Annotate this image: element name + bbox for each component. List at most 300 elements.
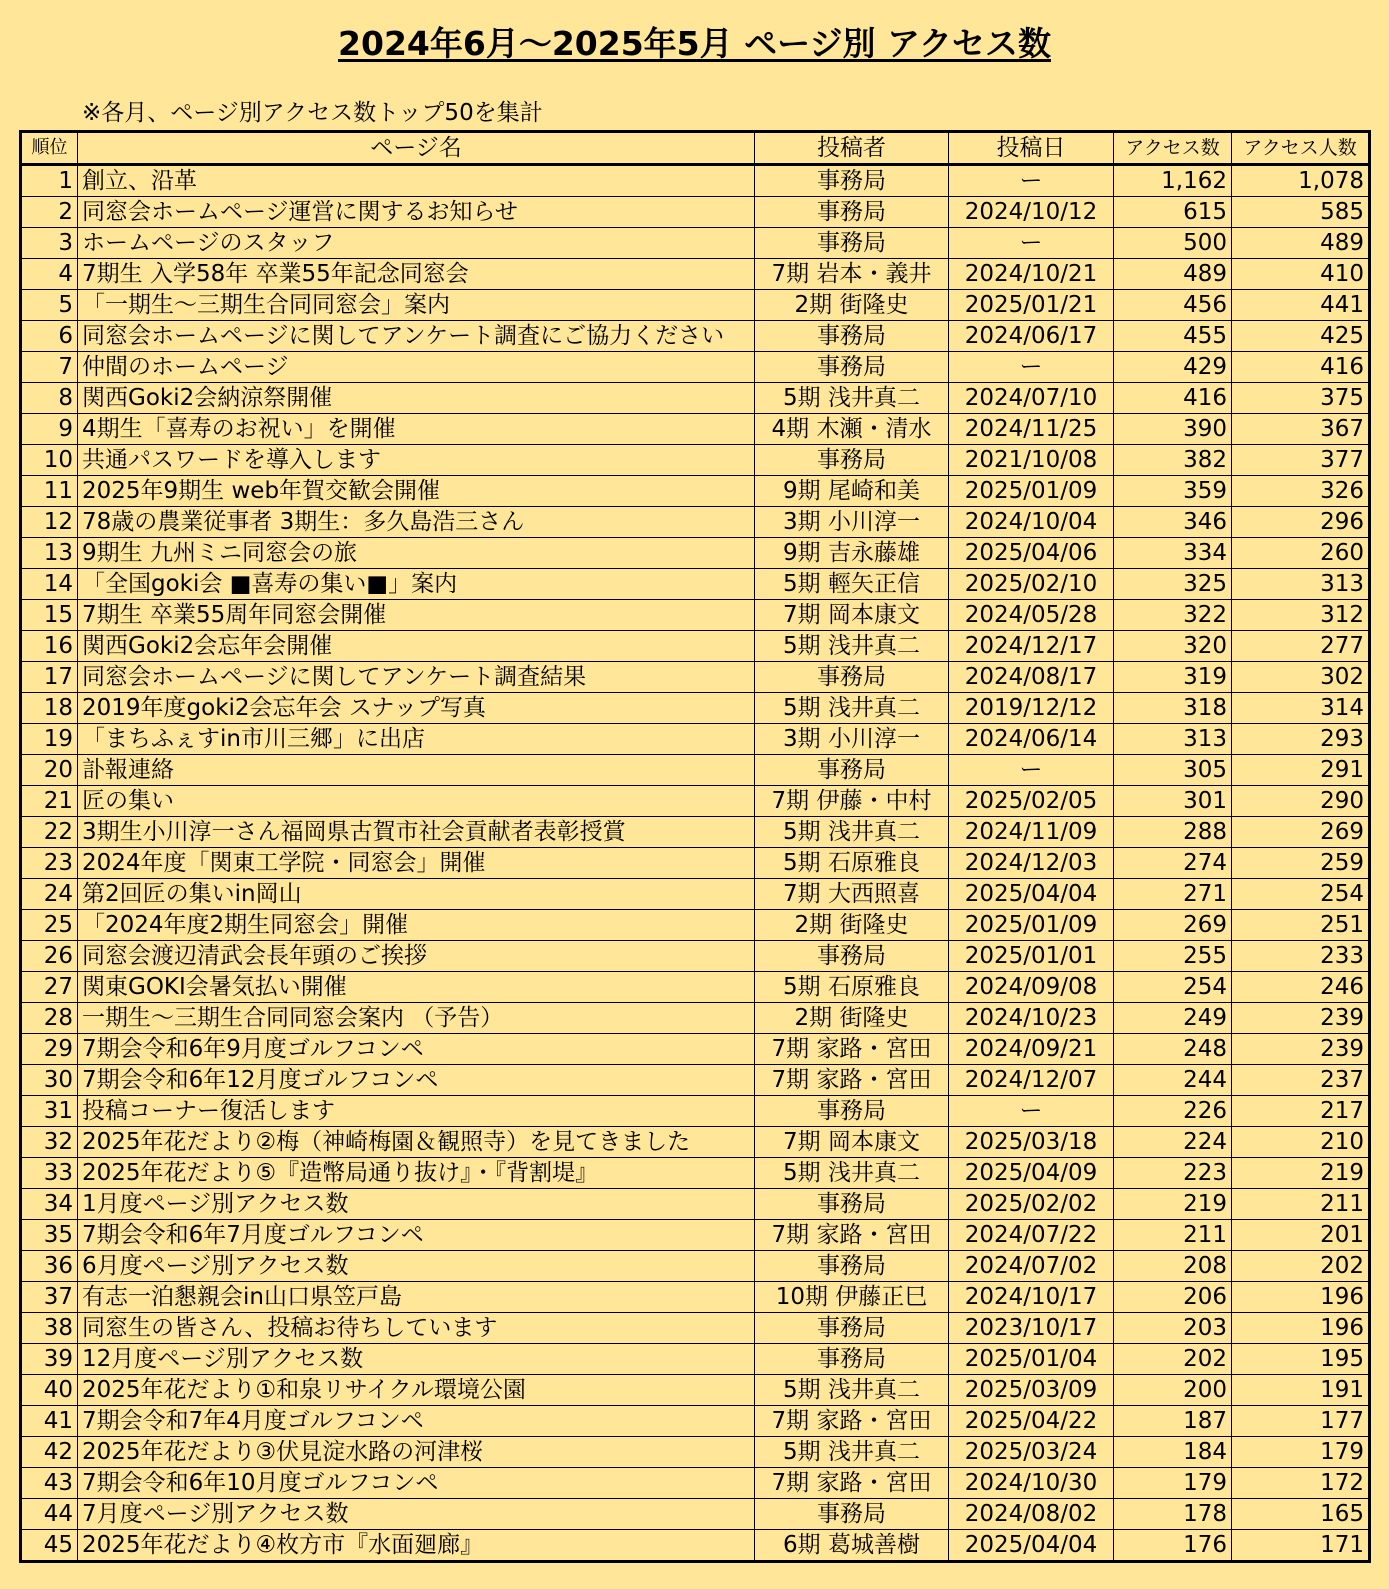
cell-rank: 20 — [21, 755, 78, 786]
header-page-name: ページ名 — [78, 132, 755, 165]
table-row — [21, 1127, 1370, 1158]
cell-visitor-count: 191 — [1232, 1375, 1370, 1406]
document-title-text: 2024年6月～2025年5月 ページ別 アクセス数 — [338, 24, 1051, 63]
cell-visitor-count: 217 — [1232, 1096, 1370, 1127]
table-row — [21, 1220, 1370, 1251]
cell-page-name: 7期会令和6年9月度ゴルフコンペ — [78, 1034, 755, 1065]
cell-access-count: 319 — [1114, 662, 1232, 693]
cell-visitor-count: 367 — [1232, 414, 1370, 445]
table-row — [21, 1096, 1370, 1127]
cell-rank: 14 — [21, 569, 78, 600]
cell-page-name: 第2回匠の集いin岡山 — [78, 879, 755, 910]
cell-author: 7期 大西照喜 — [755, 879, 949, 910]
cell-access-count: 318 — [1114, 693, 1232, 724]
cell-post-date: 2025/03/18 — [949, 1127, 1114, 1158]
cell-post-date: 2025/01/09 — [949, 476, 1114, 507]
table-row — [21, 1313, 1370, 1344]
cell-page-name: 仲間のホームページ — [78, 352, 755, 383]
cell-author: 2期 街隆史 — [755, 910, 949, 941]
cell-rank: 33 — [21, 1158, 78, 1189]
header-access-count: アクセス数 — [1114, 132, 1232, 165]
cell-author: 事務局 — [755, 352, 949, 383]
cell-author: 5期 浅井真二 — [755, 1437, 949, 1468]
cell-access-count: 211 — [1114, 1220, 1232, 1251]
cell-visitor-count: 259 — [1232, 848, 1370, 879]
cell-page-name: 7期会令和7年4月度ゴルフコンペ — [78, 1406, 755, 1437]
cell-visitor-count: 377 — [1232, 445, 1370, 476]
cell-rank: 42 — [21, 1437, 78, 1468]
cell-author: 5期 浅井真二 — [755, 817, 949, 848]
cell-page-name: 2019年度goki2会忘年会 スナップ写真 — [78, 693, 755, 724]
cell-rank: 21 — [21, 786, 78, 817]
cell-visitor-count: 441 — [1232, 290, 1370, 321]
table-row — [21, 1406, 1370, 1437]
cell-rank: 23 — [21, 848, 78, 879]
cell-author: 5期 石原雅良 — [755, 848, 949, 879]
cell-visitor-count: 489 — [1232, 228, 1370, 259]
cell-page-name: 関東GOKI会暑気払い開催 — [78, 972, 755, 1003]
cell-page-name: 創立、沿革 — [78, 165, 755, 197]
cell-page-name: 投稿コーナー復活します — [78, 1096, 755, 1127]
cell-rank: 7 — [21, 352, 78, 383]
cell-page-name: 9期生 九州ミニ同窓会の旅 — [78, 538, 755, 569]
cell-author: 事務局 — [755, 1313, 949, 1344]
cell-visitor-count: 239 — [1232, 1003, 1370, 1034]
cell-rank: 28 — [21, 1003, 78, 1034]
cell-rank: 19 — [21, 724, 78, 755]
cell-author: 事務局 — [755, 321, 949, 352]
cell-page-name: 7期会令和6年10月度ゴルフコンペ — [78, 1468, 755, 1499]
cell-author: 7期 家路・宮田 — [755, 1065, 949, 1096]
table-row — [21, 197, 1370, 228]
cell-post-date: 2024/06/14 — [949, 724, 1114, 755]
cell-visitor-count: 237 — [1232, 1065, 1370, 1096]
table-row — [21, 972, 1370, 1003]
cell-visitor-count: 202 — [1232, 1251, 1370, 1282]
cell-author: 事務局 — [755, 1096, 949, 1127]
cell-author: 事務局 — [755, 228, 949, 259]
cell-post-date: ー — [949, 755, 1114, 786]
cell-post-date: 2023/10/17 — [949, 1313, 1114, 1344]
cell-page-name: 「一期生～三期生合同同窓会」案内 — [78, 290, 755, 321]
cell-author: 5期 浅井真二 — [755, 1375, 949, 1406]
cell-page-name: 2025年9期生 web年賀交歓会開催 — [78, 476, 755, 507]
cell-access-count: 1,162 — [1114, 165, 1232, 197]
cell-visitor-count: 239 — [1232, 1034, 1370, 1065]
table-row — [21, 1251, 1370, 1282]
cell-page-name: 7期生 入学58年 卒業55年記念同窓会 — [78, 259, 755, 290]
cell-post-date: 2024/08/17 — [949, 662, 1114, 693]
cell-page-name: ホームページのスタッフ — [78, 228, 755, 259]
cell-access-count: 223 — [1114, 1158, 1232, 1189]
cell-visitor-count: 1,078 — [1232, 165, 1370, 197]
cell-page-name: 7期会令和6年12月度ゴルフコンペ — [78, 1065, 755, 1096]
cell-access-count: 224 — [1114, 1127, 1232, 1158]
cell-post-date: 2024/07/22 — [949, 1220, 1114, 1251]
cell-access-count: 320 — [1114, 631, 1232, 662]
cell-rank: 17 — [21, 662, 78, 693]
cell-author: 5期 浅井真二 — [755, 693, 949, 724]
cell-author: 7期 岩本・義井 — [755, 259, 949, 290]
cell-rank: 9 — [21, 414, 78, 445]
cell-post-date: 2024/10/17 — [949, 1282, 1114, 1313]
cell-rank: 8 — [21, 383, 78, 414]
cell-author: 7期 岡本康文 — [755, 600, 949, 631]
cell-page-name: 匠の集い — [78, 786, 755, 817]
cell-visitor-count: 293 — [1232, 724, 1370, 755]
cell-post-date: 2024/10/23 — [949, 1003, 1114, 1034]
cell-post-date: ー — [949, 165, 1114, 197]
cell-access-count: 274 — [1114, 848, 1232, 879]
cell-access-count: 244 — [1114, 1065, 1232, 1096]
cell-visitor-count: 211 — [1232, 1189, 1370, 1220]
table-row — [21, 1282, 1370, 1313]
cell-rank: 32 — [21, 1127, 78, 1158]
cell-visitor-count: 260 — [1232, 538, 1370, 569]
table-row — [21, 352, 1370, 383]
cell-page-name: 6月度ページ別アクセス数 — [78, 1251, 755, 1282]
cell-page-name: 「2024年度2期生同窓会」開催 — [78, 910, 755, 941]
table-row — [21, 848, 1370, 879]
cell-post-date: 2021/10/08 — [949, 445, 1114, 476]
table-row — [21, 569, 1370, 600]
cell-visitor-count: 326 — [1232, 476, 1370, 507]
cell-page-name: 12月度ページ別アクセス数 — [78, 1344, 755, 1375]
table-row — [21, 662, 1370, 693]
table-row — [21, 1034, 1370, 1065]
cell-post-date: ー — [949, 352, 1114, 383]
cell-post-date: 2025/04/06 — [949, 538, 1114, 569]
cell-page-name: 同窓会ホームページ運営に関するお知らせ — [78, 197, 755, 228]
cell-author: 5期 輕矢正信 — [755, 569, 949, 600]
cell-post-date: 2024/12/03 — [949, 848, 1114, 879]
cell-page-name: 2025年花だより④枚方市『水面廻廊』 — [78, 1530, 755, 1562]
cell-access-count: 346 — [1114, 507, 1232, 538]
cell-post-date: 2025/03/09 — [949, 1375, 1114, 1406]
cell-page-name: 7月度ページ別アクセス数 — [78, 1499, 755, 1530]
cell-access-count: 271 — [1114, 879, 1232, 910]
cell-access-count: 313 — [1114, 724, 1232, 755]
cell-post-date: 2025/02/05 — [949, 786, 1114, 817]
table-row — [21, 290, 1370, 321]
cell-access-count: 219 — [1114, 1189, 1232, 1220]
cell-author: 5期 浅井真二 — [755, 1158, 949, 1189]
cell-visitor-count: 165 — [1232, 1499, 1370, 1530]
cell-visitor-count: 313 — [1232, 569, 1370, 600]
cell-rank: 41 — [21, 1406, 78, 1437]
cell-visitor-count: 290 — [1232, 786, 1370, 817]
cell-rank: 24 — [21, 879, 78, 910]
cell-post-date: 2024/09/21 — [949, 1034, 1114, 1065]
cell-author: 7期 伊藤・中村 — [755, 786, 949, 817]
cell-rank: 16 — [21, 631, 78, 662]
cell-author: 事務局 — [755, 1251, 949, 1282]
cell-post-date: ー — [949, 228, 1114, 259]
cell-author: 事務局 — [755, 1344, 949, 1375]
cell-rank: 5 — [21, 290, 78, 321]
cell-page-name: 同窓生の皆さん、投稿お待ちしています — [78, 1313, 755, 1344]
cell-post-date: 2025/04/22 — [949, 1406, 1114, 1437]
table-row — [21, 1003, 1370, 1034]
cell-visitor-count: 195 — [1232, 1344, 1370, 1375]
cell-visitor-count: 177 — [1232, 1406, 1370, 1437]
cell-access-count: 208 — [1114, 1251, 1232, 1282]
cell-author: 2期 街隆史 — [755, 1003, 949, 1034]
table-row — [21, 879, 1370, 910]
cell-post-date: 2025/01/04 — [949, 1344, 1114, 1375]
cell-visitor-count: 171 — [1232, 1530, 1370, 1562]
table-row — [21, 1499, 1370, 1530]
table-row — [21, 414, 1370, 445]
cell-author: 3期 小川淳一 — [755, 724, 949, 755]
table-row — [21, 1468, 1370, 1499]
cell-author: 9期 吉永藤雄 — [755, 538, 949, 569]
cell-visitor-count: 291 — [1232, 755, 1370, 786]
cell-visitor-count: 416 — [1232, 352, 1370, 383]
cell-rank: 3 — [21, 228, 78, 259]
cell-author: 7期 家路・宮田 — [755, 1468, 949, 1499]
cell-access-count: 269 — [1114, 910, 1232, 941]
cell-visitor-count: 172 — [1232, 1468, 1370, 1499]
cell-access-count: 255 — [1114, 941, 1232, 972]
cell-post-date: 2019/12/12 — [949, 693, 1114, 724]
cell-access-count: 200 — [1114, 1375, 1232, 1406]
cell-author: 事務局 — [755, 1189, 949, 1220]
cell-author: 事務局 — [755, 445, 949, 476]
table-body — [21, 165, 1370, 1562]
cell-post-date: 2025/04/04 — [949, 879, 1114, 910]
table-row — [21, 1158, 1370, 1189]
cell-access-count: 226 — [1114, 1096, 1232, 1127]
table-row — [21, 817, 1370, 848]
table-row — [21, 1065, 1370, 1096]
cell-rank: 40 — [21, 1375, 78, 1406]
cell-post-date: 2025/04/04 — [949, 1530, 1114, 1562]
cell-visitor-count: 254 — [1232, 879, 1370, 910]
cell-post-date: 2025/01/21 — [949, 290, 1114, 321]
cell-post-date: 2025/01/01 — [949, 941, 1114, 972]
cell-visitor-count: 314 — [1232, 693, 1370, 724]
cell-page-name: 7期会令和6年7月度ゴルフコンペ — [78, 1220, 755, 1251]
table-row — [21, 631, 1370, 662]
cell-page-name: 関西Goki2会忘年会開催 — [78, 631, 755, 662]
header-visitor-count: アクセス人数 — [1232, 132, 1370, 165]
cell-visitor-count: 233 — [1232, 941, 1370, 972]
cell-visitor-count: 277 — [1232, 631, 1370, 662]
cell-rank: 37 — [21, 1282, 78, 1313]
cell-page-name: 2024年度「関東工学院・同窓会」開催 — [78, 848, 755, 879]
cell-visitor-count: 210 — [1232, 1127, 1370, 1158]
cell-access-count: 202 — [1114, 1344, 1232, 1375]
cell-post-date: 2024/10/30 — [949, 1468, 1114, 1499]
cell-author: 4期 木瀬・清水 — [755, 414, 949, 445]
cell-page-name: 3期生小川淳一さん福岡県古賀市社会貢献者表彰授賞 — [78, 817, 755, 848]
cell-post-date: 2024/11/09 — [949, 817, 1114, 848]
table-row — [21, 1375, 1370, 1406]
cell-page-name: 7期生 卒業55周年同窓会開催 — [78, 600, 755, 631]
cell-visitor-count: 251 — [1232, 910, 1370, 941]
cell-access-count: 178 — [1114, 1499, 1232, 1530]
cell-rank: 1 — [21, 165, 78, 197]
cell-post-date: 2024/10/12 — [949, 197, 1114, 228]
cell-rank: 12 — [21, 507, 78, 538]
cell-access-count: 305 — [1114, 755, 1232, 786]
cell-rank: 25 — [21, 910, 78, 941]
cell-access-count: 334 — [1114, 538, 1232, 569]
cell-access-count: 288 — [1114, 817, 1232, 848]
cell-author: 7期 家路・宮田 — [755, 1220, 949, 1251]
table-row — [21, 321, 1370, 352]
table-row — [21, 1530, 1370, 1562]
cell-author: 事務局 — [755, 941, 949, 972]
cell-post-date: 2024/08/02 — [949, 1499, 1114, 1530]
cell-author: 事務局 — [755, 662, 949, 693]
cell-page-name: 2025年花だより⑤『造幣局通り抜け』・『背割堤』 — [78, 1158, 755, 1189]
cell-rank: 30 — [21, 1065, 78, 1096]
cell-author: 5期 浅井真二 — [755, 383, 949, 414]
cell-visitor-count: 196 — [1232, 1313, 1370, 1344]
cell-rank: 38 — [21, 1313, 78, 1344]
cell-post-date: 2024/11/25 — [949, 414, 1114, 445]
table-row — [21, 786, 1370, 817]
cell-post-date: 2024/12/07 — [949, 1065, 1114, 1096]
cell-access-count: 301 — [1114, 786, 1232, 817]
cell-post-date: 2024/10/04 — [949, 507, 1114, 538]
cell-access-count: 416 — [1114, 383, 1232, 414]
cell-visitor-count: 196 — [1232, 1282, 1370, 1313]
table-row — [21, 910, 1370, 941]
cell-visitor-count: 269 — [1232, 817, 1370, 848]
cell-author: 6期 葛城善樹 — [755, 1530, 949, 1562]
cell-post-date: 2024/12/17 — [949, 631, 1114, 662]
cell-page-name: 1月度ページ別アクセス数 — [78, 1189, 755, 1220]
cell-access-count: 325 — [1114, 569, 1232, 600]
cell-visitor-count: 296 — [1232, 507, 1370, 538]
cell-post-date: 2025/02/10 — [949, 569, 1114, 600]
cell-author: 9期 尾崎和美 — [755, 476, 949, 507]
cell-post-date: 2025/01/09 — [949, 910, 1114, 941]
cell-page-name: 2025年花だより①和泉リサイクル環境公園 — [78, 1375, 755, 1406]
cell-page-name: 78歳の農業従事者 3期生：多久島浩三さん — [78, 507, 755, 538]
cell-page-name: 同窓会ホームページに関してアンケート調査結果 — [78, 662, 755, 693]
cell-rank: 43 — [21, 1468, 78, 1499]
document-title — [0, 22, 1389, 66]
cell-page-name: 2025年花だより②梅（神崎梅園＆観照寺）を見てきました — [78, 1127, 755, 1158]
cell-post-date: 2025/02/02 — [949, 1189, 1114, 1220]
cell-page-name: 「全国goki会 ■喜寿の集い■」案内 — [78, 569, 755, 600]
cell-visitor-count: 585 — [1232, 197, 1370, 228]
cell-page-name: 同窓会渡辺清武会長年頭のご挨拶 — [78, 941, 755, 972]
cell-rank: 44 — [21, 1499, 78, 1530]
cell-access-count: 489 — [1114, 259, 1232, 290]
cell-access-count: 248 — [1114, 1034, 1232, 1065]
table-row — [21, 383, 1370, 414]
cell-access-count: 456 — [1114, 290, 1232, 321]
cell-author: 事務局 — [755, 197, 949, 228]
cell-rank: 36 — [21, 1251, 78, 1282]
cell-post-date: 2025/04/09 — [949, 1158, 1114, 1189]
table-row — [21, 755, 1370, 786]
table-row — [21, 1344, 1370, 1375]
cell-post-date: ー — [949, 1096, 1114, 1127]
cell-access-count: 500 — [1114, 228, 1232, 259]
cell-post-date: 2025/03/24 — [949, 1437, 1114, 1468]
cell-page-name: 訃報連絡 — [78, 755, 755, 786]
cell-author: 5期 石原雅良 — [755, 972, 949, 1003]
cell-visitor-count: 410 — [1232, 259, 1370, 290]
cell-page-name: 一期生～三期生合同同窓会案内 （予告） — [78, 1003, 755, 1034]
cell-access-count: 359 — [1114, 476, 1232, 507]
table-row — [21, 259, 1370, 290]
cell-rank: 39 — [21, 1344, 78, 1375]
cell-rank: 6 — [21, 321, 78, 352]
cell-post-date: 2024/05/28 — [949, 600, 1114, 631]
cell-rank: 45 — [21, 1530, 78, 1562]
cell-rank: 10 — [21, 445, 78, 476]
cell-access-count: 429 — [1114, 352, 1232, 383]
cell-visitor-count: 179 — [1232, 1437, 1370, 1468]
cell-access-count: 615 — [1114, 197, 1232, 228]
cell-author: 5期 浅井真二 — [755, 631, 949, 662]
table-row — [21, 538, 1370, 569]
cell-access-count: 176 — [1114, 1530, 1232, 1562]
table-row — [21, 941, 1370, 972]
cell-access-count: 206 — [1114, 1282, 1232, 1313]
cell-visitor-count: 219 — [1232, 1158, 1370, 1189]
cell-post-date: 2024/07/10 — [949, 383, 1114, 414]
table-note: ※各月、ページ別アクセス数トップ50を集計 — [82, 100, 543, 126]
cell-visitor-count: 312 — [1232, 600, 1370, 631]
cell-rank: 34 — [21, 1189, 78, 1220]
table-row — [21, 476, 1370, 507]
header-rank: 順位 — [21, 132, 78, 165]
cell-author: 事務局 — [755, 755, 949, 786]
cell-rank: 18 — [21, 693, 78, 724]
cell-access-count: 203 — [1114, 1313, 1232, 1344]
cell-page-name: 関西Goki2会納涼祭開催 — [78, 383, 755, 414]
header-author: 投稿者 — [755, 132, 949, 165]
cell-post-date: 2024/06/17 — [949, 321, 1114, 352]
cell-author: 2期 街隆史 — [755, 290, 949, 321]
cell-rank: 35 — [21, 1220, 78, 1251]
cell-access-count: 254 — [1114, 972, 1232, 1003]
table-row — [21, 1437, 1370, 1468]
cell-rank: 27 — [21, 972, 78, 1003]
cell-visitor-count: 425 — [1232, 321, 1370, 352]
table-row — [21, 445, 1370, 476]
cell-rank: 4 — [21, 259, 78, 290]
cell-access-count: 249 — [1114, 1003, 1232, 1034]
cell-access-count: 184 — [1114, 1437, 1232, 1468]
cell-page-name: 同窓会ホームページに関してアンケート調査にご協力ください — [78, 321, 755, 352]
cell-visitor-count: 201 — [1232, 1220, 1370, 1251]
cell-access-count: 382 — [1114, 445, 1232, 476]
cell-author: 事務局 — [755, 1499, 949, 1530]
cell-rank: 26 — [21, 941, 78, 972]
cell-author: 7期 岡本康文 — [755, 1127, 949, 1158]
table-row — [21, 600, 1370, 631]
cell-rank: 15 — [21, 600, 78, 631]
cell-access-count: 179 — [1114, 1468, 1232, 1499]
table-row — [21, 507, 1370, 538]
cell-rank: 31 — [21, 1096, 78, 1127]
cell-access-count: 322 — [1114, 600, 1232, 631]
cell-author: 3期 小川淳一 — [755, 507, 949, 538]
cell-page-name: 4期生「喜寿のお祝い」を開催 — [78, 414, 755, 445]
table-row — [21, 724, 1370, 755]
table-row — [21, 165, 1370, 197]
cell-rank: 22 — [21, 817, 78, 848]
